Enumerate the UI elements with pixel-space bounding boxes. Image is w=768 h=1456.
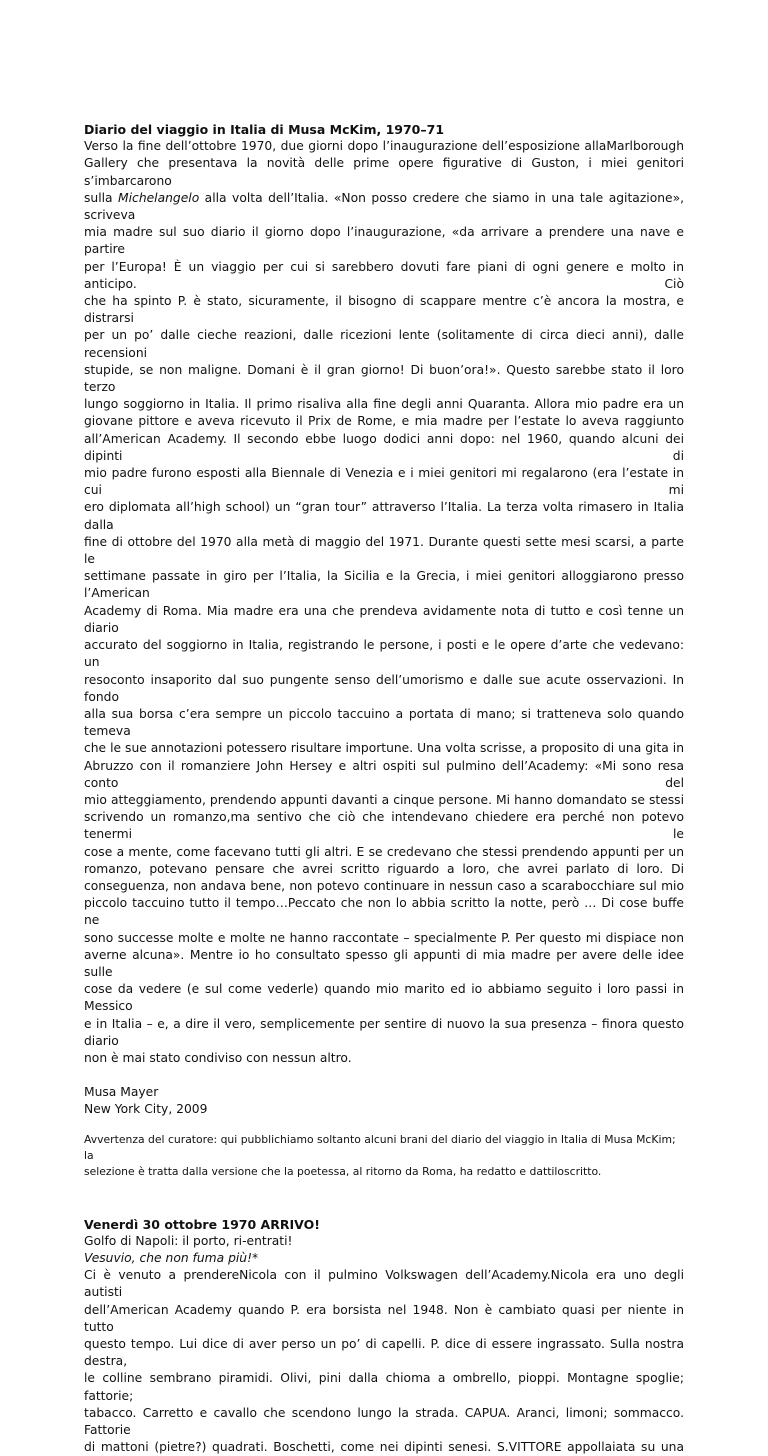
intro-line: mio atteggiamento, prendendo appunti davanti a cinque persone. Mi hanno domandato se stessi bbox=[84, 792, 684, 807]
intro-line-3-start: sulla bbox=[84, 190, 119, 205]
intro-line: cose da vedere (e sul come vederle) quando mio marito ed io abbiamo seguito i loro passi in Messico bbox=[84, 982, 684, 1014]
intro-line: accurato del soggiorno in Italia, registrando le persone, i posti e le opere d’arte che vedevano: un bbox=[84, 638, 684, 670]
intro-line: all’American Academy. Il secondo ebbe luogo dodici anni dopo: nel 1960, quando alcuni dei dipinti di bbox=[84, 431, 684, 463]
intro-line: che ha spinto P. è stato, sicuramente, il bisogno di scappare mentre c’è ancora la mostra, e distrarsi bbox=[84, 294, 684, 326]
intro-line: sono successe molte e molte ne hanno raccontate – specialmente P. Per questo mi dispiace non bbox=[84, 930, 684, 945]
editor-note-line: selezione è tratta dalla versione che la poetessa, al ritorno da Roma, ha redatto e dattiloscritto. bbox=[84, 1164, 602, 1178]
editor-note bbox=[84, 1132, 684, 1180]
intro-paragraph bbox=[84, 138, 684, 1067]
document-title: Diario del viaggio in Italia di Musa McKim, 1970–71 bbox=[84, 122, 445, 137]
editor-note-line: Avvertenza del curatore: qui pubblichiamo soltanto alcuni brani del diario del viaggio in Italia di Musa McKim; la bbox=[84, 1132, 676, 1162]
diary-line: questo tempo. Lui dice di aver perso un po’ di capelli. P. dice di essere ingrassato. Sulla nostra destra, bbox=[84, 1337, 684, 1369]
intro-line: Verso la fine dell’ottobre 1970, due giorni dopo l’inaugurazione dell’esposizione allaMarlborough bbox=[84, 139, 684, 154]
intro-line: che le sue annotazioni potessero risultare importune. Una volta scrisse, a proposito di una gita in bbox=[84, 741, 684, 756]
diary-line: dell’American Academy quando P. era borsista nel 1948. Non è cambiato quasi per niente in tutto bbox=[84, 1302, 684, 1334]
intro-line: ero diplomata all’high school) un “gran tour” attraverso l’Italia. La terza volta rimasero in Italia dalla bbox=[84, 500, 684, 532]
intro-line: e in Italia – e, a dire il vero, semplicemente per sentire di nuovo la sua presenza – finora questo diario bbox=[84, 1016, 684, 1048]
intro-line: scrivendo un romanzo,ma sentivo che ciò che intendevano chiedere era perché non potevo tenermi le bbox=[84, 810, 684, 842]
diary-entry bbox=[84, 1216, 684, 1456]
intro-line: Gallery che presentava la novità delle prime opere figurative di Guston, i miei genitori s’imbarcarono bbox=[84, 156, 684, 188]
signature-name: Musa Mayer bbox=[84, 1085, 159, 1100]
intro-line: giovane pittore e aveva ricevuto il Prix de Rome, e mia madre per l’estate lo aveva raggiunto bbox=[84, 414, 684, 429]
intro-line: non è mai stato condiviso con nessun altro. bbox=[84, 1050, 352, 1065]
intro-line: resoconto insaporito dal suo pungente senso dell’umorismo e dalle sue acute osservazioni. In fondo bbox=[84, 672, 684, 704]
intro-line: mia madre sul suo diario il giorno dopo l’inaugurazione, «da arrivare a prendere una nave e partire bbox=[84, 225, 684, 257]
diary-line: di mattoni (pietre?) quadrati. Boschetti, come nei dipinti senesi. S.VITTORE appollaiata su una bbox=[84, 1440, 684, 1455]
intro-line: per l’Europa! È un viaggio per cui si sarebbero dovuti fare piani di ogni genere e molto in anticipo. Ciò bbox=[84, 259, 684, 291]
ship-name: Michelangelo bbox=[118, 190, 200, 205]
intro-line: per un po’ dalle cieche reazioni, dalle ricezioni lente (solitamente di circa dieci anni), dalle recensioni bbox=[84, 328, 684, 360]
vesuvio-line: Vesuvio, che non fuma più! bbox=[84, 1250, 253, 1265]
diary-line: Golfo di Napoli: il porto, ri-entrati! bbox=[84, 1233, 293, 1248]
diary-line: le colline sembrano piramidi. Olivi, pini dalla chioma a ombrello, pioppi. Montagne spoglie; fattorie; bbox=[84, 1371, 684, 1403]
diary-line-italic bbox=[84, 1250, 684, 1267]
intro-line: mio padre furono esposti alla Biennale di Venezia e i miei genitori mi regalarono (era l’estate in cui mi bbox=[84, 466, 684, 498]
signature bbox=[84, 1084, 684, 1118]
intro-line-3 bbox=[84, 190, 684, 224]
footnote-mark: * bbox=[252, 1250, 259, 1265]
intro-line: alla sua borsa c’era sempre un piccolo taccuino a portata di mano; si tratteneva solo quando temeva bbox=[84, 706, 684, 739]
intro-line: piccolo taccuino tutto il tempo…Peccato che non lo abbia scritto la notte, però … Di cose buffe ne bbox=[84, 896, 684, 928]
intro-line: romanzo, potevano pensare che avrei scritto riguardo a loro, che avrei parlato di loro. Di bbox=[84, 861, 684, 876]
diary-line: tabacco. Carretto e cavallo che scendono lungo la strada. CAPUA. Aranci, limoni; sommacco. Fattorie bbox=[84, 1405, 684, 1438]
intro-line: cose a mente, come facevano tutti gli altri. E se credevano che stessi prendendo appunti per un bbox=[84, 844, 684, 859]
intro-line: Academy di Roma. Mia madre era una che prendeva avidamente nota di tutto e così tenne un diario bbox=[84, 603, 684, 635]
signature-place: New York City, 2009 bbox=[84, 1102, 208, 1117]
document-page bbox=[84, 121, 684, 1456]
intro-line: fine di ottobre del 1970 alla metà di maggio del 1971. Durante questi sette mesi scarsi, a parte le bbox=[84, 534, 684, 567]
intro-line: conseguenza, non andava bene, non potevo continuare in nessun caso a scarabocchiare sul mio bbox=[84, 878, 684, 893]
diary-line: Ci è venuto a prendereNicola con il pulmino Volkswagen dell’Academy.Nicola era uno degli autisti bbox=[84, 1268, 684, 1300]
diary-entry-text bbox=[84, 1233, 684, 1456]
intro-line: settimane passate in giro per l’Italia, la Sicilia e la Grecia, i miei genitori alloggiarono presso l’American bbox=[84, 569, 684, 601]
intro-line: lungo soggiorno in Italia. Il primo risaliva alla fine degli anni Quaranta. Allora mio padre era un bbox=[84, 397, 684, 412]
intro-line-3-rest: alla volta dell’Italia. «Non posso credere che siamo in una tale agitazione», scriveva bbox=[84, 190, 685, 223]
intro-line: Abruzzo con il romanziere John Hersey e altri ospiti sul pulmino dell’Academy: «Mi sono resa conto del bbox=[84, 758, 684, 790]
intro-line: stupide, se non maligne. Domani è il gran giorno! Di buon’ora!». Questo sarebbe stato il loro terzo bbox=[84, 362, 684, 395]
diary-entry-title: Venerdì 30 ottobre 1970 ARRIVO! bbox=[84, 1216, 320, 1232]
intro-line: averne alcuna». Mentre io ho consultato spesso gli appunti di mia madre per avere delle idee sulle bbox=[84, 947, 684, 979]
